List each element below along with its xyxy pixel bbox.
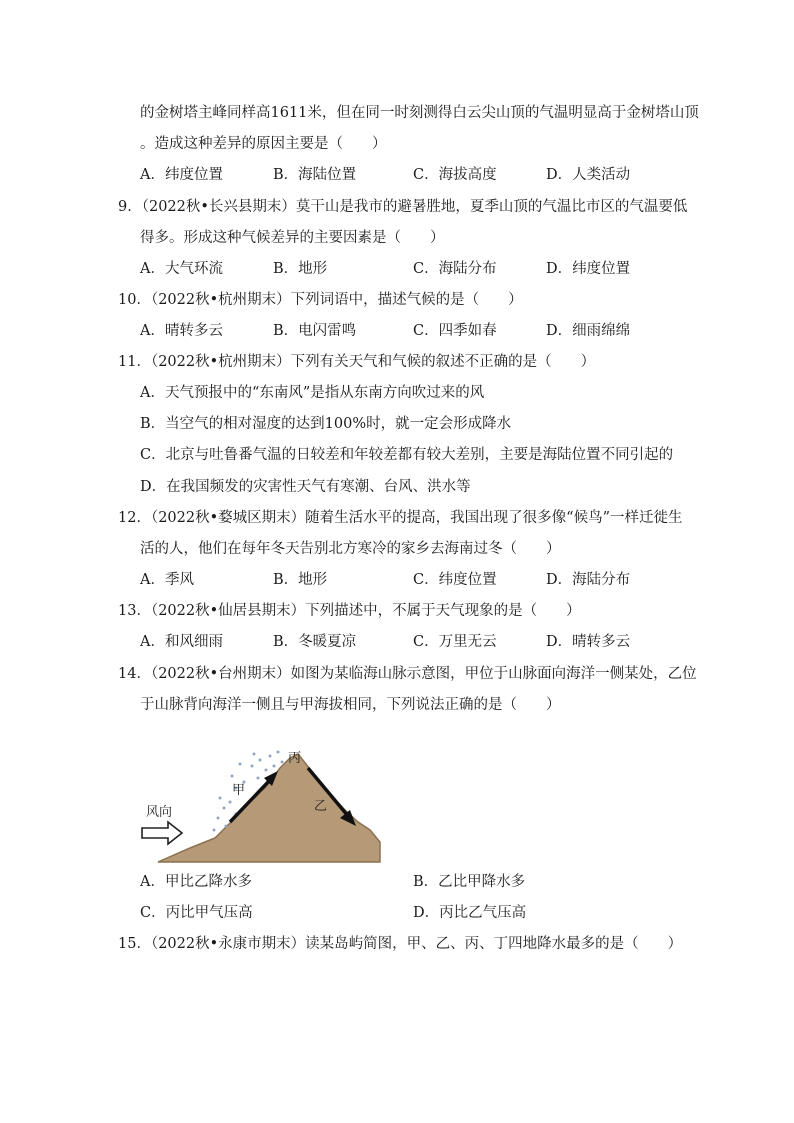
q12-option-b[interactable]: B．地形 bbox=[273, 572, 328, 588]
q9-option-a[interactable]: A．大气环流 bbox=[140, 261, 223, 277]
q11-option-b[interactable]: B．当空气的相对湿度的达到100%时，就一定会形成降水 bbox=[140, 416, 512, 432]
q11-option-c[interactable]: C．北京与吐鲁番气温的日较差和年较差都有较大差别，主要是海陆位置不同引起的 bbox=[140, 447, 674, 463]
q10-option-c[interactable]: C．四季如春 bbox=[413, 323, 497, 339]
label-jia: 甲 bbox=[232, 783, 246, 798]
q12-stem-line1: 12．（2022秋•婺城区期末）随着生活水平的提高，我国出现了很多像“候鸟”一样迁徙生 bbox=[118, 510, 683, 526]
q12-stem-line2: 活的人，他们在每年冬天告别北方寒冷的家乡去海南过冬（ ） bbox=[140, 541, 561, 557]
q11-option-d[interactable]: D．在我国频发的灾害性天气有寒潮、台风、洪水等 bbox=[140, 479, 471, 495]
q13-option-b[interactable]: B．冬暖夏凉 bbox=[273, 634, 357, 650]
mountain-shape bbox=[158, 754, 380, 862]
label-yi: 乙 bbox=[314, 799, 328, 814]
q14-option-c[interactable]: C．丙比甲气压高 bbox=[140, 905, 253, 921]
q13-stem: 13．（2022秋•仙居县期末）下列描述中，不属于天气现象的是（ ） bbox=[118, 603, 581, 619]
q12-option-a[interactable]: A．季风 bbox=[140, 572, 194, 588]
q11-option-a[interactable]: A．天气预报中的“东南风”是指从东南方向吹过来的风 bbox=[140, 385, 485, 401]
wind-label: 风向 bbox=[146, 805, 173, 820]
q14-option-a[interactable]: A．甲比乙降水多 bbox=[140, 874, 252, 890]
q8-stem-line1: 的金树塔主峰同样高1611米，但在同一时刻测得白云尖山顶的气温明显高于金树塔山顶 bbox=[140, 105, 699, 121]
q12-option-c[interactable]: C．纬度位置 bbox=[413, 572, 497, 588]
q9-option-b[interactable]: B．地形 bbox=[273, 261, 328, 277]
q8-option-b[interactable]: B．海陆位置 bbox=[273, 167, 357, 183]
q8-option-c[interactable]: C．海拔高度 bbox=[413, 167, 497, 183]
mountain-diagram bbox=[140, 738, 390, 868]
q12-option-d[interactable]: D．海陆分布 bbox=[546, 572, 631, 588]
q8-option-d[interactable]: D．人类活动 bbox=[546, 167, 631, 183]
q10-option-d[interactable]: D．细雨绵绵 bbox=[546, 323, 631, 339]
q13-option-a[interactable]: A．和风细雨 bbox=[140, 634, 223, 650]
q14-stem-line1: 14．（2022秋•台州期末）如图为某临海山脉示意图，甲位于山脉面向海洋一侧某处，乙位 bbox=[118, 666, 697, 682]
q11-stem: 11．（2022秋•杭州期末）下列有关天气和气候的叙述不正确的是（ ） bbox=[118, 354, 596, 370]
q9-option-c[interactable]: C．海陆分布 bbox=[413, 261, 497, 277]
q14-option-d[interactable]: D．丙比乙气压高 bbox=[413, 905, 527, 921]
wind-arrow bbox=[142, 822, 182, 844]
q14-stem-line2: 于山脉背向海洋一侧且与甲海拔相同，下列说法正确的是（ ） bbox=[140, 697, 561, 713]
q13-option-c[interactable]: C．万里无云 bbox=[413, 634, 497, 650]
q8-stem-line2: 。造成这种差异的原因主要是（ ） bbox=[140, 136, 387, 152]
q9-stem-line2: 得多。形成这种气候差异的主要因素是（ ） bbox=[140, 230, 445, 246]
q10-option-a[interactable]: A．晴转多云 bbox=[140, 323, 223, 339]
q9-option-d[interactable]: D．纬度位置 bbox=[546, 261, 631, 277]
mountain-svg bbox=[140, 738, 390, 868]
q14-option-b[interactable]: B．乙比甲降水多 bbox=[413, 874, 526, 890]
q9-stem-line1: 9．（2022秋•长兴县期末）莫干山是我市的避暑胜地，夏季山顶的气温比市区的气温要低 bbox=[118, 199, 688, 215]
label-bing: 丙 bbox=[288, 751, 302, 766]
q8-option-a[interactable]: A．纬度位置 bbox=[140, 167, 223, 183]
q10-stem: 10．（2022秋•杭州期末）下列词语中，描述气候的是（ ） bbox=[118, 292, 523, 308]
q10-option-b[interactable]: B．电闪雷鸣 bbox=[273, 323, 357, 339]
q13-option-d[interactable]: D．晴转多云 bbox=[546, 634, 631, 650]
q15-stem: 15．（2022秋•永康市期末）读某岛屿简图，甲、乙、丙、丁四地降水最多的是（ ） bbox=[118, 936, 683, 952]
